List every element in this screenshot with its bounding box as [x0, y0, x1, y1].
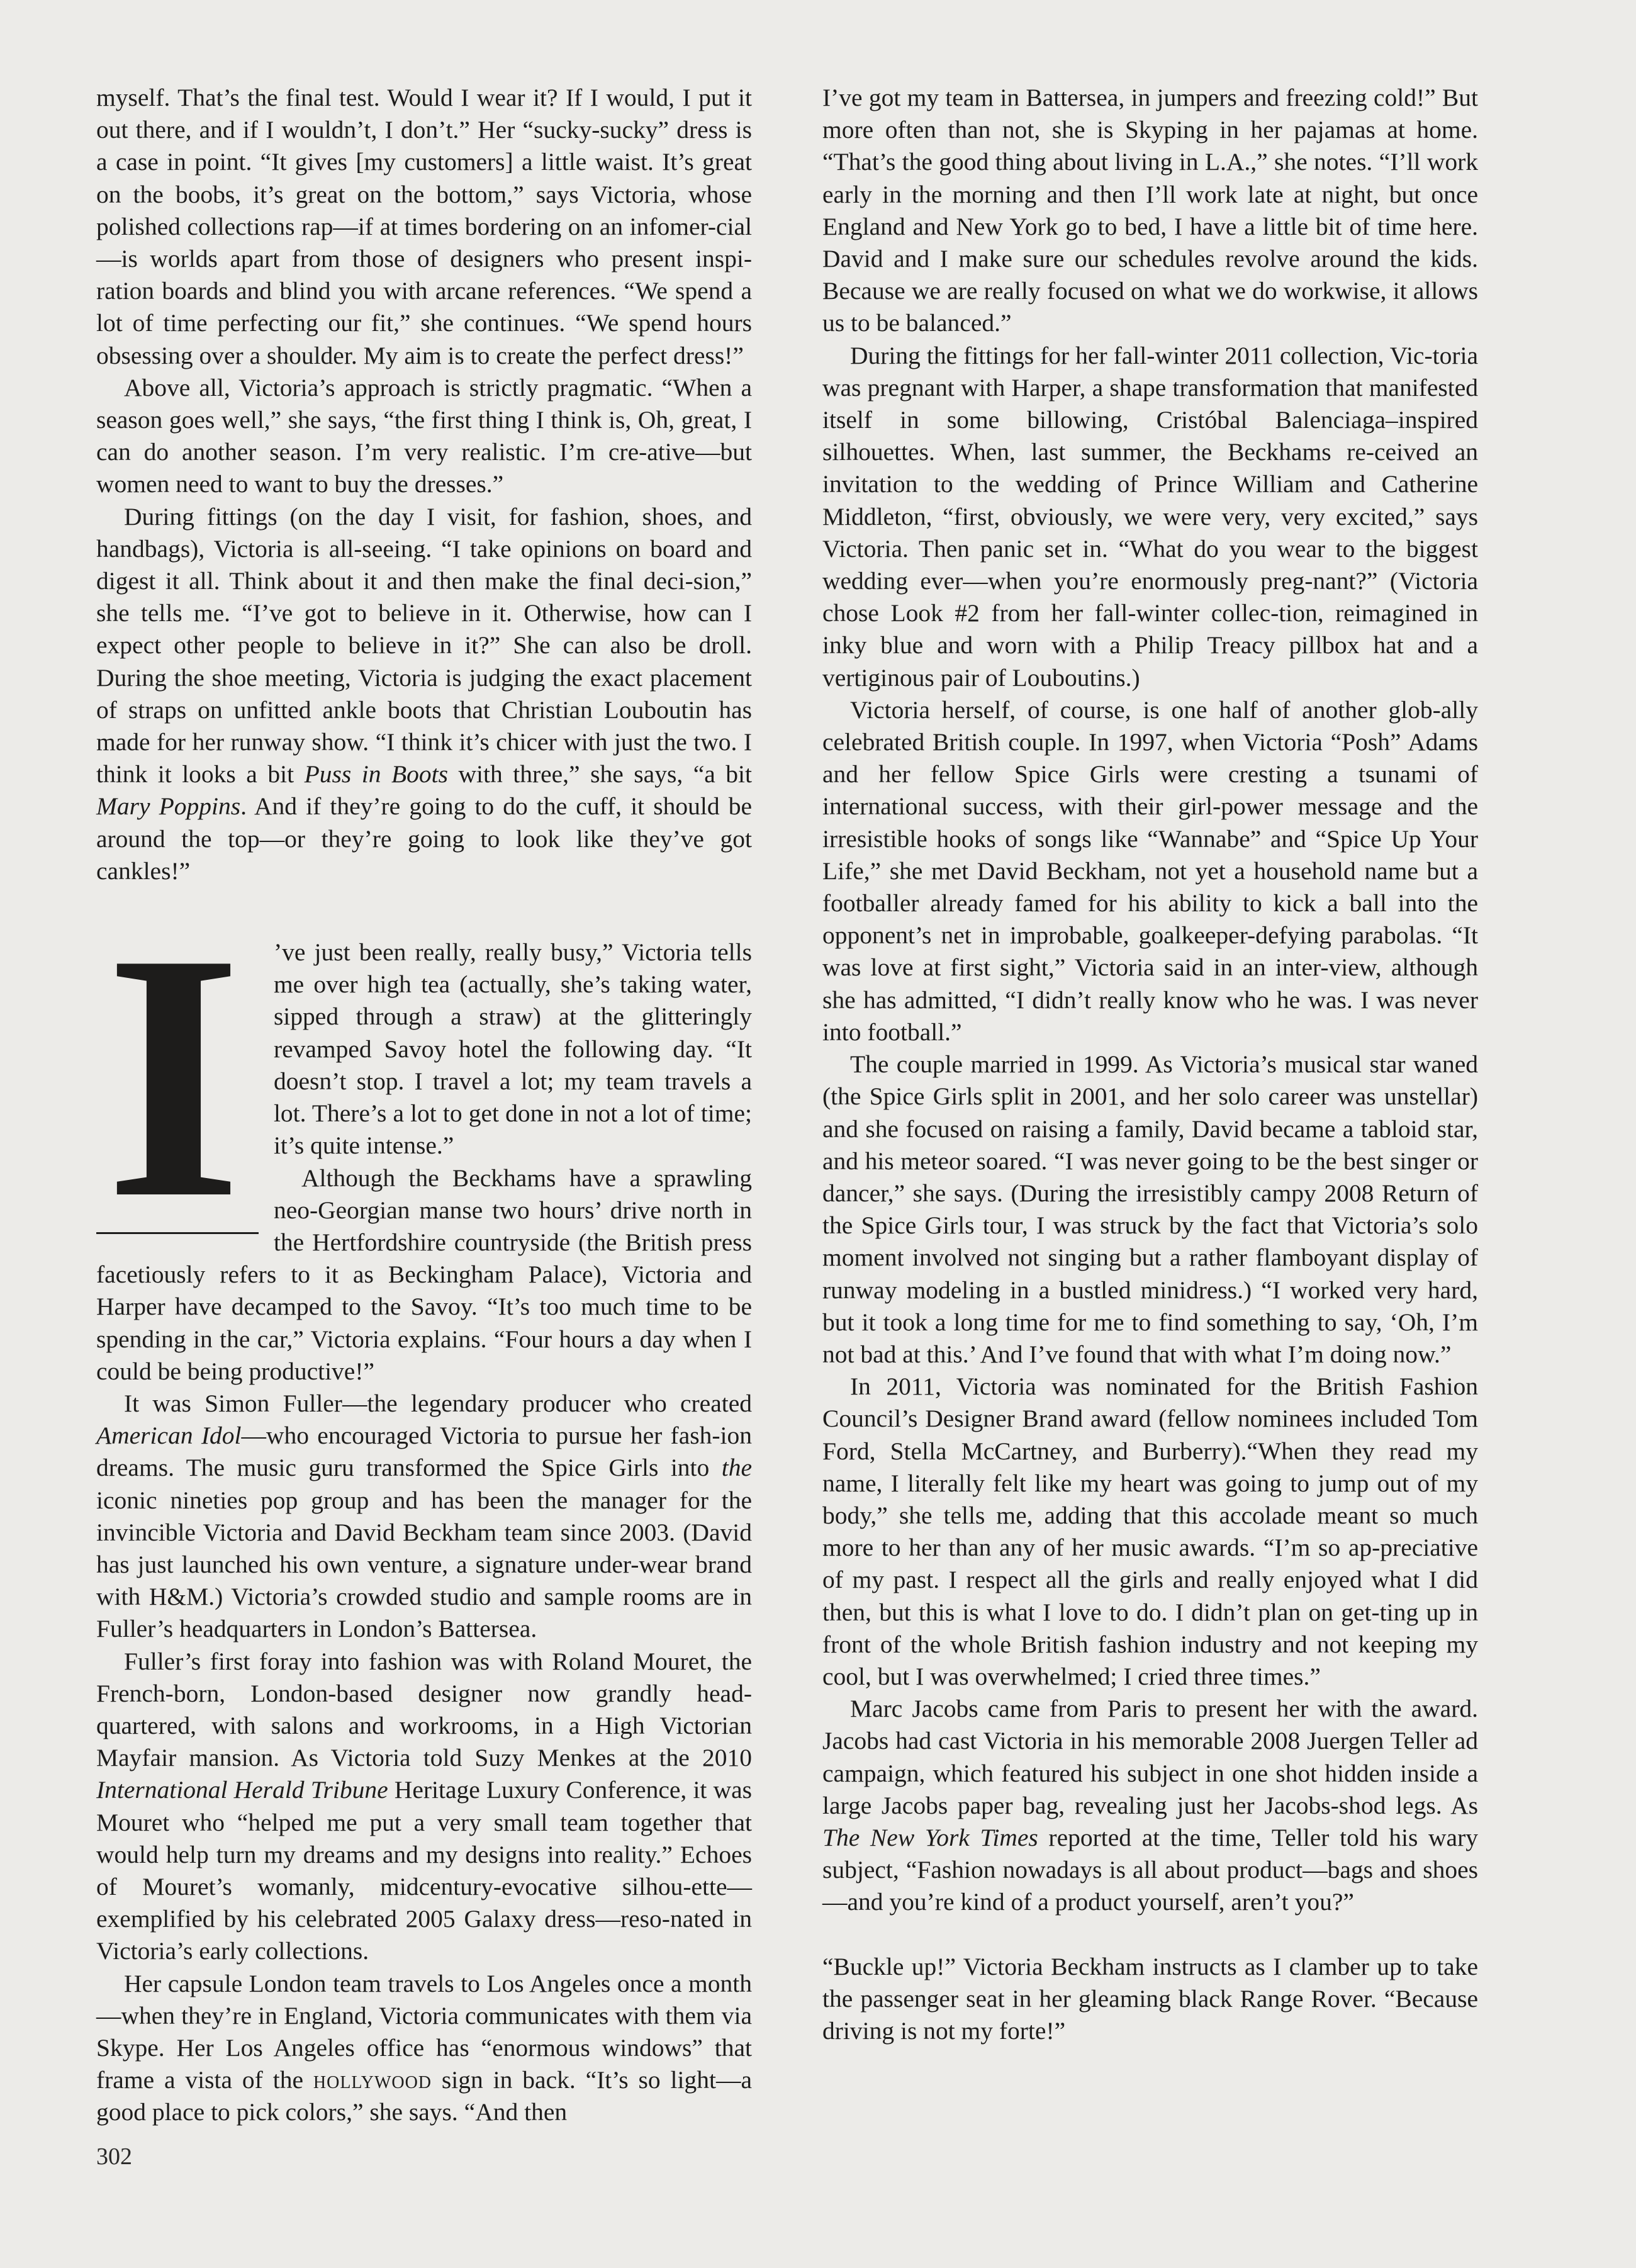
paragraph: During the fittings for her fall-winter 2011 collection, Vic-toria was pregnant with Harper, a shape transformation that manifested itself in some billowing, Cristóbal Balenciaga–inspired silhouettes. When, last summer, the Beckhams re-ceived an invitation to the wedding of Prince William and Catherine Middleton, “first, obviously, we were very, very excited,” says Victoria. Then panic set in. “What do you wear to the biggest wedding ever—when you’re enormously preg-nant?” (Victoria chose Look #2 from her fall-winter collec-tion, reimagined in inky blue and worn with a Philip Treacy pillbox hat and a vertiginous pair of Louboutins.)	[822, 341, 1478, 692]
drop-cap: I	[96, 938, 259, 1234]
right-column	[822, 82, 1478, 2047]
paragraph: The couple married in 1999. As Victoria’s musical star waned (the Spice Girls split in 2001, and her solo career was unstellar) and she focused on raising a family, David became a tabloid star, and his meteor soared. “I was never going to be the best singer or dancer,” she says. (During the irresistibly campy 2008 Return of the Spice Girls tour, I was struck by the fact that Victoria’s solo moment involved not singing but a rather flamboyant display of runway modeling in a bustled minidress.) “I worked very hard, but it took a long time for me to find something to say, ‘Oh, I’m not bad at this.’ And I’ve found that with what I’m doing now.”	[822, 1050, 1478, 1368]
paragraph: Her capsule London team travels to Los Angeles once a month—when they’re in England, Victoria communicates with them via Skype. Her Los Angeles office has “enormous windows” that frame a vista of the hollywood sign in back. “It’s so light—a good place to pick colors,” she says. “And then	[96, 1969, 753, 2126]
section-opening	[96, 881, 752, 1388]
paragraph: Above all, Victoria’s approach is strictly pragmatic. “When a season goes well,” she says, “the first thing I think is, Oh, great, I can do another season. I’m very realistic. I’m cre-ative—but women need to want to buy the dresses.”	[96, 373, 752, 498]
paragraph: It was Simon Fuller—the legendary producer who created American Idol—who encouraged Victoria to pursue her fash-ion dreams. The music guru transformed the Spice Girls into the iconic nineties pop group and has been the manager for the invincible Victoria and David Beckham team since 2003. (David has just launched his own venture, a signature under-wear brand with H&M.) Victoria’s crowded studio and sample rooms are in Fuller’s headquarters in London’s Battersea.	[96, 1389, 752, 1643]
page-number: 302	[96, 2143, 132, 2170]
paragraph: Although the Beckhams have a sprawling neo-Georgian manse two hours’ drive north in the Hertfordshire countryside (the British press facetiously refers to it as Beckingham Palace), Victoria and Harper have decamped to the Savoy. “It’s too much time to be spending in the car,” Victoria explains. “Four hours a day when I could be being productive!”	[96, 1164, 752, 1385]
paragraph: “Buckle up!” Victoria Beckham instructs as I clamber up to take the passenger seat in her gleaming black Range Rover. “Because driving is not my forte!”	[822, 1952, 1478, 2045]
paragraph: Fuller’s first foray into fashion was with Roland Mouret, the French-born, London-based designer now grandly head-quartered, with salons and workrooms, in a High Victorian Mayfair mansion. As Victoria told Suzy Menkes at the 2010 International Herald Tribune Heritage Luxury Conference, it was Mouret who “helped me put a very small team together that would help turn my dreams and my designs into reality.” Echoes of Mouret’s womanly, midcentury-evocative silhou-ette—exemplified by his celebrated 2005 Galaxy dress—reso-nated in Victoria’s early collections.	[96, 1647, 753, 1965]
left-column	[96, 82, 752, 2129]
paragraph: ’ve just been really, really busy,” Victoria tells me over high tea (actually, she’s taking water, sipped through a straw) at the glitteringly revamped Savoy hotel the following day. “It doesn’t stop. I travel a lot; my team travels a lot. There’s a lot to get done in not a lot of time; it’s quite intense.”	[273, 938, 752, 1160]
paragraph: During fittings (on the day I visit, for fashion, shoes, and handbags), Victoria is all-seeing. “I take opinions on board and digest it all. Think about it and then make the final deci-sion,” she tells me. “I’ve got to believe in it. Otherwise, how can I expect other people to believe in it?” She can also be droll. During the shoe meeting, Victoria is judging the exact placement of straps on unfitted ankle boots that Christian Louboutin has made for her runway show. “I think it’s chicer with just the two. I think it looks a bit Puss in Boots with three,” she says, “a bit Mary Poppins. And if they’re going to do the cuff, it should be around the top—or they’re going to look like they’ve got cankles!”	[96, 502, 752, 885]
paragraph: I’ve got my team in Battersea, in jumpers and freezing cold!” But more often than not, she is Skyping in her pajamas at home. “That’s the good thing about living in L.A.,” she notes. “I’ll work early in the morning and then I’ll work late at night, but once England and New York go to bed, I have a little bit of time here. David and I make sure our schedules revolve around the kids. Because we are really focused on what we do workwise, it allows us to be balanced.”	[822, 84, 1478, 337]
paragraph: Victoria herself, of course, is one half of another glob-ally celebrated British couple. In 1997, when Victoria “Posh” Adams and her fellow Spice Girls were cresting a tsunami of international success, with their girl-power message and the irresistible hooks of songs like “Wannabe” and “Spice Up Your Life,” she met David Beckham, not yet a household name but a footballer already famed for his ability to kick a ball into the opponent’s net in improbable, goalkeeper-defying parabolas. “It was love at first sight,” Victoria said in an inter-view, although she has admitted, “I didn’t really know who he was. I was never into football.”	[822, 695, 1478, 1046]
paragraph: In 2011, Victoria was nominated for the British Fashion Council’s Designer Brand award (fellow nominees included Tom Ford, Stella McCartney, and Burberry).“When they read my name, I literally felt like my heart was going to jump out of my body,” she tells me, adding that this accolade meant so much more to her than any of her music awards. “I’m so ap-preciative of my past. I respect all the girls and really enjoyed what I did then, but this is what I love to do. I didn’t plan on get-ting up in front of the whole British fashion industry and not keeping my cool, but I was overwhelmed; I cried three times.”	[822, 1373, 1478, 1690]
paragraph: Marc Jacobs came from Paris to present her with the award. Jacobs had cast Victoria in his memorable 2008 Juergen Teller ad campaign, which featured his subject in one shot hidden inside a large Jacobs paper bag, revealing just her Jacobs-shod legs. As The New York Times reported at the time, Teller told his wary subject, “Fashion nowadays is all about product—bags and shoes—and you’re kind of a product yourself, aren’t you?”	[822, 1695, 1478, 1916]
paragraph: myself. That’s the final test. Would I wear it? If I would, I put it out there, and if I wouldn’t, I don’t.” Her “sucky-sucky” dress is a case in point. “It gives [my customers] a little waist. It’s great on the boobs, it’s great on the bottom,” says Victoria, whose polished collections rap—if at times bordering on an infomer-cial—is worlds apart from those of designers who present inspi-ration boards and blind you with arcane references. “We spend a lot of time perfecting our fit,” she continues. “We spend hours obsessing over a shoulder. My aim is to create the perfect dress!”	[96, 84, 752, 369]
